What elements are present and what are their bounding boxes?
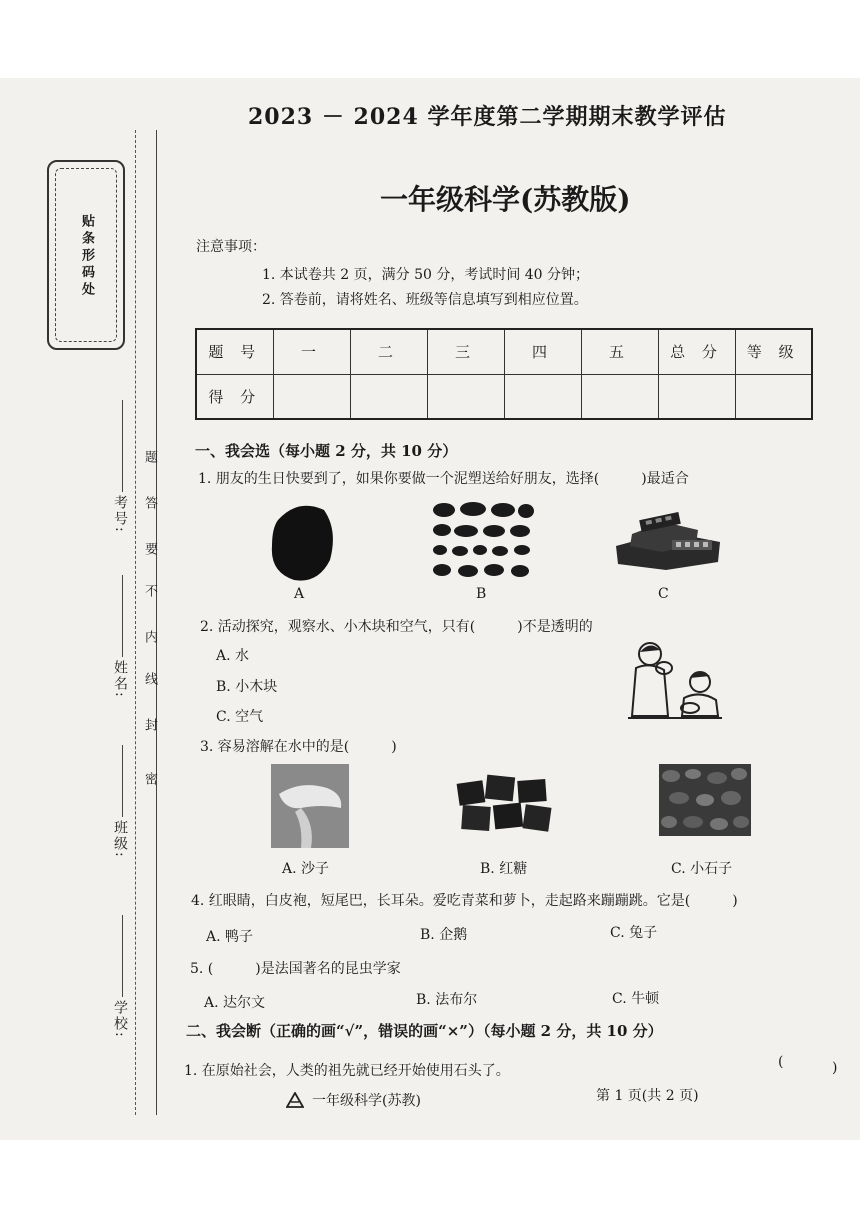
score-table-header: 题 号 [196, 329, 273, 374]
s2-q1-bracket-open: ( [778, 1054, 784, 1070]
sand-image [271, 764, 349, 848]
score-table-header: 四 [504, 329, 581, 374]
class-field[interactable] [122, 745, 123, 817]
footer-subject: 一年级科学(苏教) [312, 1093, 421, 1109]
q2-option-c: C. 空气 [216, 709, 264, 725]
seal-line [156, 130, 157, 1115]
seal-char: 答 [142, 496, 157, 513]
pebbles-image [659, 764, 751, 836]
seal-char: 要 [142, 542, 157, 559]
note-item-2: 2. 答卷前，请将姓名、班级等信息填写到相应位置。 [262, 292, 588, 308]
q1-option-c: C [658, 586, 669, 602]
section-2-title: 二、我会断（正确的画“√”，错误的画“×”）（每小题 2 分，共 10 分） [186, 1022, 663, 1040]
exam-number-field[interactable] [122, 400, 123, 492]
q5-option-c: C. 牛顿 [612, 991, 660, 1007]
score-table-header: 等 级 [735, 329, 812, 374]
score-cell[interactable] [581, 374, 658, 419]
seal-dash-line [135, 130, 136, 1115]
stones-image [430, 500, 534, 582]
q3-option-b: B. 红糖 [480, 861, 528, 877]
score-table-row [196, 374, 812, 419]
q4-option-b: B. 企鹅 [420, 927, 468, 943]
score-row-label: 得 分 [196, 374, 273, 419]
score-table-header: 五 [581, 329, 658, 374]
name-label: 姓名: [112, 660, 128, 699]
name-field[interactable] [122, 575, 123, 657]
q1-option-a: A [294, 586, 305, 602]
score-cell[interactable] [273, 374, 350, 419]
q1-option-b: B [476, 586, 487, 602]
seal-char: 线 [142, 672, 157, 689]
score-table-header-row [196, 329, 812, 374]
exam-paper [0, 78, 860, 1140]
q3-option-a: A. 沙子 [282, 861, 330, 877]
score-cell[interactable] [350, 374, 427, 419]
score-table-header: 三 [427, 329, 504, 374]
q2-option-a: A. 水 [216, 648, 250, 664]
school-field[interactable] [122, 915, 123, 997]
brown-sugar-image [452, 772, 556, 836]
school-label: 学校: [112, 1000, 128, 1039]
q4-option-c: C. 兔子 [610, 925, 658, 941]
question-4-text: 4. 红眼睛，白皮袍，短尾巴，长耳朵。爱吃青菜和萝卜，走起路来蹦蹦跳。它是( ) [191, 893, 738, 909]
notes-heading: 注意事项： [196, 239, 266, 255]
score-table-header: 一 [273, 329, 350, 374]
section-1-title: 一、我会选（每小题 2 分，共 10 分） [195, 442, 458, 460]
footer-page-number: 第 1 页(共 2 页) [596, 1088, 699, 1104]
class-label: 班级: [112, 820, 128, 859]
blocks-image [612, 512, 724, 572]
q2-option-b: B. 小木块 [216, 679, 278, 695]
score-table-header: 二 [350, 329, 427, 374]
question-1-text: 1. 朋友的生日快要到了，如果你要做一个泥塑送给好朋友，选择( )最适合 [198, 471, 689, 487]
seal-char: 题 [142, 450, 157, 467]
s2-question-1-text: 1. 在原始社会，人类的祖先就已经开始使用石头了。 [184, 1063, 510, 1079]
score-table [195, 328, 813, 420]
q5-option-a: A. 达尔文 [204, 995, 266, 1011]
clay-lump-image [268, 500, 336, 584]
seal-char: 密 [142, 772, 157, 789]
score-cell[interactable] [735, 374, 812, 419]
score-cell[interactable] [504, 374, 581, 419]
exam-title: 2023 － 2024 学年度第二学期期末教学评估 [248, 104, 727, 130]
barcode-label: 贴条形码处 [79, 214, 94, 299]
question-5-text: 5. ( )是法国著名的昆虫学家 [190, 961, 401, 977]
seal-char: 内 [142, 630, 157, 647]
question-2-text: 2. 活动探究，观察水、小木块和空气，只有( )不是透明的 [200, 619, 593, 635]
seal-char: 封 [142, 718, 157, 735]
q5-option-b: B. 法布尔 [416, 992, 478, 1008]
children-observing-illustration [628, 640, 722, 720]
publisher-logo-icon [286, 1092, 304, 1108]
note-item-1: 1. 本试卷共 2 页，满分 50 分，考试时间 40 分钟； [262, 267, 590, 283]
barcode-box [47, 160, 125, 350]
seal-char: 不 [142, 584, 157, 601]
q3-option-c: C. 小石子 [671, 861, 733, 877]
exam-subtitle: 一年级科学(苏教版) [380, 183, 631, 216]
score-table-header: 总 分 [658, 329, 735, 374]
s2-q1-bracket-close: ) [832, 1060, 838, 1076]
exam-number-label: 考号: [112, 495, 128, 534]
score-cell[interactable] [427, 374, 504, 419]
q4-option-a: A. 鸭子 [206, 929, 254, 945]
score-cell[interactable] [658, 374, 735, 419]
question-3-text: 3. 容易溶解在水中的是( ) [200, 739, 397, 755]
